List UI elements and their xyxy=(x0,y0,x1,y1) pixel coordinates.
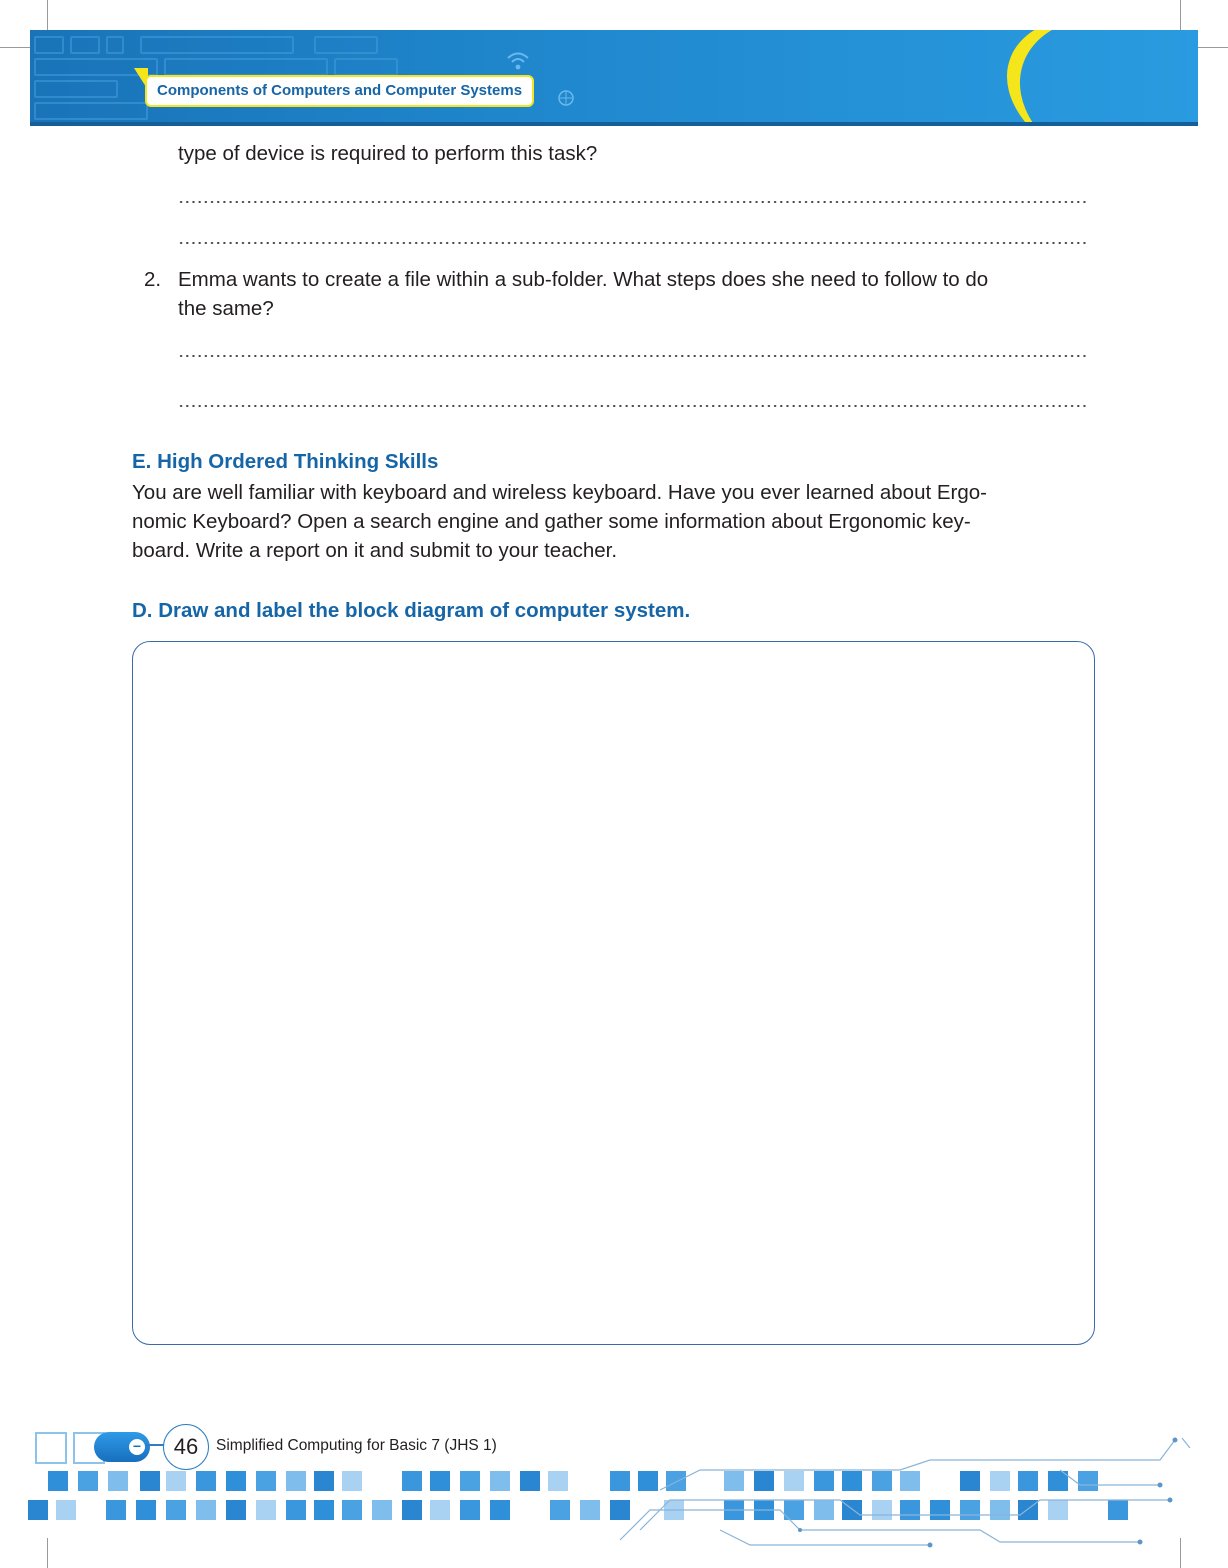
crop-mark xyxy=(1180,0,1181,30)
footer-tile xyxy=(314,1471,334,1491)
footer-tile xyxy=(342,1500,362,1520)
footer-tile xyxy=(430,1500,450,1520)
footer-tile xyxy=(580,1500,600,1520)
footer-tile xyxy=(196,1500,216,1520)
footer-tile xyxy=(196,1471,216,1491)
footer-tile xyxy=(286,1471,306,1491)
section-e-line-1: You are well familiar with keyboard and wireless keyboard. Have you ever learned about Ergo- xyxy=(132,481,988,504)
footer-tile xyxy=(402,1500,422,1520)
section-e-line-2: nomic Keyboard? Open a search engine and gather some information about Ergonomic key- xyxy=(132,510,971,533)
crop-mark xyxy=(1198,47,1228,48)
circuit-pattern xyxy=(600,1430,1200,1550)
footer-tile xyxy=(372,1500,392,1520)
crop-mark xyxy=(47,1538,48,1568)
question-2-number: 2. xyxy=(144,268,162,291)
footer-tile xyxy=(430,1471,450,1491)
page-number: 46 xyxy=(163,1424,209,1470)
footer-tile xyxy=(550,1500,570,1520)
footer-tile xyxy=(48,1471,68,1491)
section-e-line-3: board. Write a report on it and submit to your teacher. xyxy=(132,539,618,562)
footer-tile xyxy=(490,1500,510,1520)
footer-tile xyxy=(548,1471,568,1491)
question-1-continuation: type of device is required to perform this task? xyxy=(178,142,598,165)
footer-tile xyxy=(520,1471,540,1491)
footer-tile xyxy=(28,1500,48,1520)
book-title: Simplified Computing for Basic 7 (JHS 1) xyxy=(216,1437,497,1454)
section-e-heading: E. High Ordered Thinking Skills xyxy=(132,450,439,473)
banner-rule xyxy=(30,122,1198,126)
footer-tile xyxy=(314,1500,334,1520)
wifi-icon xyxy=(506,50,530,72)
footer-tile xyxy=(402,1471,422,1491)
footer-square-outline xyxy=(35,1432,67,1464)
footer-tile xyxy=(136,1500,156,1520)
answer-line xyxy=(178,405,1088,407)
chapter-title: Components of Computers and Computer Systems xyxy=(145,75,534,107)
footer-tile xyxy=(460,1500,480,1520)
yellow-swoosh xyxy=(986,30,1198,126)
crop-mark xyxy=(0,47,30,48)
question-2-line-1: Emma wants to create a file within a sub-folder. What steps does she need to follow to do xyxy=(178,268,989,291)
footer-tile xyxy=(106,1500,126,1520)
footer-tile xyxy=(286,1500,306,1520)
minus-icon: − xyxy=(129,1439,145,1455)
footer-tile xyxy=(56,1500,76,1520)
footer-tile xyxy=(256,1500,276,1520)
footer-tile xyxy=(226,1471,246,1491)
footer-tile xyxy=(460,1471,480,1491)
footer-tile xyxy=(226,1500,246,1520)
answer-line xyxy=(178,242,1088,244)
footer-tile xyxy=(342,1471,362,1491)
footer-tile xyxy=(490,1471,510,1491)
answer-line xyxy=(178,201,1088,203)
footer-tile xyxy=(140,1471,160,1491)
footer-tile xyxy=(166,1471,186,1491)
answer-line xyxy=(178,355,1088,357)
footer-tile xyxy=(166,1500,186,1520)
section-d-heading: D. Draw and label the block diagram of computer system. xyxy=(132,599,691,622)
footer-pill xyxy=(94,1432,150,1462)
crop-mark xyxy=(47,0,48,30)
footer-tile xyxy=(108,1471,128,1491)
footer-tile xyxy=(256,1471,276,1491)
footer-tile xyxy=(78,1471,98,1491)
drawing-area[interactable] xyxy=(132,641,1095,1345)
globe-icon xyxy=(558,90,574,106)
question-2-line-2: the same? xyxy=(178,297,274,320)
